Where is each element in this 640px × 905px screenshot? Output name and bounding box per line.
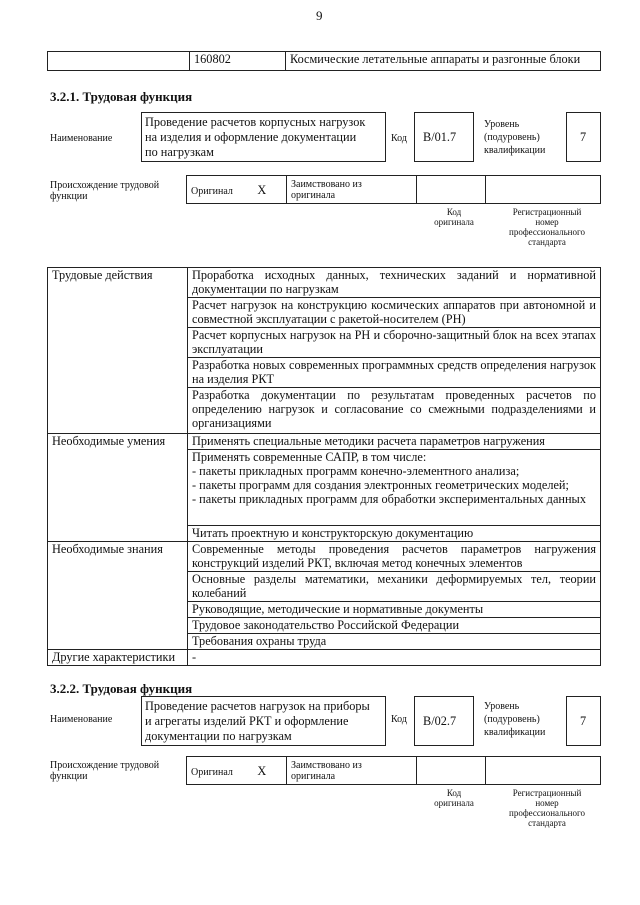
borrowed-cell — [287, 757, 417, 785]
top-row-name: Космические летательные аппараты и разгонные блоки — [286, 52, 601, 71]
skill-line: Применять современные САПР, в том числе: — [192, 450, 427, 464]
skill-item: Применять специальные методики расчета параметров нагружения — [188, 434, 601, 450]
borrowed-cell — [287, 176, 417, 204]
original-cell — [187, 176, 287, 204]
labor-actions-label: Трудовые действия — [48, 268, 188, 434]
skill-line: - пакеты прикладных программ для обработки экспериментальных данных — [192, 492, 586, 506]
knowledge-item: Современные методы проведения расчетов параметров нагружения конструкций изделий РКТ, включая метод конечных элементов — [188, 542, 601, 572]
caption-line: стандарта — [528, 237, 566, 247]
origin-table-1 — [186, 175, 601, 204]
level-label-2: квалификации — [484, 727, 546, 738]
name-label-2: Наименование — [50, 714, 113, 725]
function-name-line: Проведение расчетов корпусных нагрузок — [145, 115, 366, 129]
caption-line: оригинала — [434, 217, 474, 227]
level-label-2: (подуровень) — [484, 714, 540, 725]
code-original-caption-1 — [420, 207, 488, 227]
page-number: 9 — [316, 8, 323, 23]
function-code-box-1 — [414, 112, 474, 162]
caption-line: оригинала — [434, 798, 474, 808]
other-characteristics-value: - — [188, 650, 601, 666]
skill-line: - пакеты прикладных программ конечно-элементного анализа; — [192, 464, 520, 478]
function-name-line: на изделия и оформление документации — [145, 130, 357, 144]
borrowed-label: оригинала — [291, 770, 336, 782]
reg-number-caption-2 — [494, 788, 600, 828]
caption-line: номер — [535, 217, 559, 227]
code-label-2: Код — [391, 714, 407, 725]
section-heading-1: 3.2.1. Трудовая функция — [50, 89, 193, 104]
knowledge-item: Требования охраны труда — [188, 634, 601, 650]
code-original-caption-2 — [420, 788, 488, 808]
qualification-level: 7 — [580, 130, 587, 144]
level-label-1: Уровень — [484, 119, 520, 130]
skills-label: Необходимые умения — [48, 434, 188, 542]
origin-label-1: Происхождение трудовой — [50, 180, 160, 191]
original-cell — [187, 757, 287, 785]
function-name-line: документации по нагрузкам — [145, 729, 292, 743]
function-code: B/02.7 — [423, 714, 457, 728]
origin-label-2: Происхождение трудовой — [50, 760, 160, 771]
caption-line: стандарта — [528, 818, 566, 828]
reg-number-cell — [486, 176, 601, 204]
caption-line: Код — [446, 788, 462, 798]
function-code: B/01.7 — [423, 130, 457, 144]
level-label-2: Уровень — [484, 701, 520, 712]
code-original-cell — [417, 176, 486, 204]
level-label-1: (подуровень) — [484, 132, 540, 143]
skill-line: - пакеты программ для создания электронных геометрических моделей; — [192, 478, 569, 492]
function-name-box-1 — [141, 112, 386, 162]
skill-item — [188, 450, 601, 526]
level-label-1: квалификации — [484, 145, 546, 156]
function-name-line: по нагрузкам — [145, 145, 214, 159]
code-label-1: Код — [391, 133, 407, 144]
labor-action-item: Разработка новых современных программных средств определения нагрузок на изделия РКТ — [188, 358, 601, 388]
origin-label-1: функции — [50, 191, 88, 202]
qualification-level-box-1 — [566, 112, 601, 162]
knowledge-item: Руководящие, методические и нормативные документы — [188, 602, 601, 618]
labor-action-item: Проработка исходных данных, технических заданий и нормативной документации по нагрузкам — [188, 268, 601, 298]
function-name-line: и агрегаты изделий РКТ и оформление — [145, 714, 349, 728]
top-code-row — [47, 51, 601, 71]
knowledge-item: Трудовое законодательство Российской Федерации — [188, 618, 601, 634]
original-mark: X — [257, 182, 267, 197]
caption-line: Регистрационный — [512, 788, 582, 798]
origin-table-2 — [186, 756, 601, 785]
borrowed-label: Заимствовано из — [291, 178, 362, 190]
labor-action-item: Расчет корпусных нагрузок на РН и сборочно-защитный блок на всех этапах эксплуатации — [188, 328, 601, 358]
reg-number-cell — [486, 757, 601, 785]
other-characteristics-label: Другие характеристики — [48, 650, 188, 666]
caption-line: Регистрационный — [512, 207, 582, 217]
caption-line: номер — [535, 798, 559, 808]
original-mark: X — [257, 763, 267, 778]
skill-item: Читать проектную и конструкторскую документацию — [188, 526, 601, 542]
caption-line: профессионального — [509, 808, 585, 818]
section-heading-2: 3.2.2. Трудовая функция — [50, 681, 193, 696]
knowledge-item: Основные разделы математики, механики деформируемых тел, теории колебаний — [188, 572, 601, 602]
top-row-empty — [48, 52, 190, 71]
origin-label-2: функции — [50, 771, 88, 782]
borrowed-label: оригинала — [291, 189, 336, 201]
original-label: Оригинал — [191, 766, 233, 778]
reg-number-caption-1 — [494, 207, 600, 247]
borrowed-label: Заимствовано из — [291, 759, 362, 771]
qualification-level-box-2 — [566, 696, 601, 746]
labor-function-table — [47, 267, 601, 666]
caption-line: профессионального — [509, 227, 585, 237]
caption-line: Код — [446, 207, 462, 217]
name-label-1: Наименование — [50, 133, 113, 144]
top-row-code: 160802 — [190, 52, 286, 71]
labor-action-item: Разработка документации по результатам проведенных расчетов по определению нагрузок и согласование со смежными подразделениями и организациями — [188, 388, 601, 434]
labor-action-item: Расчет нагрузок на конструкцию космических аппаратов при автономной и совместной эксплуатации с ракетой-носителем (РН) — [188, 298, 601, 328]
function-name-line: Проведение расчетов нагрузок на приборы — [145, 699, 370, 713]
code-original-cell — [417, 757, 486, 785]
function-name-box-2 — [141, 696, 386, 746]
knowledge-label: Необходимые знания — [48, 542, 188, 650]
function-code-box-2 — [414, 696, 474, 746]
original-label: Оригинал — [191, 185, 233, 197]
qualification-level: 7 — [580, 714, 587, 728]
